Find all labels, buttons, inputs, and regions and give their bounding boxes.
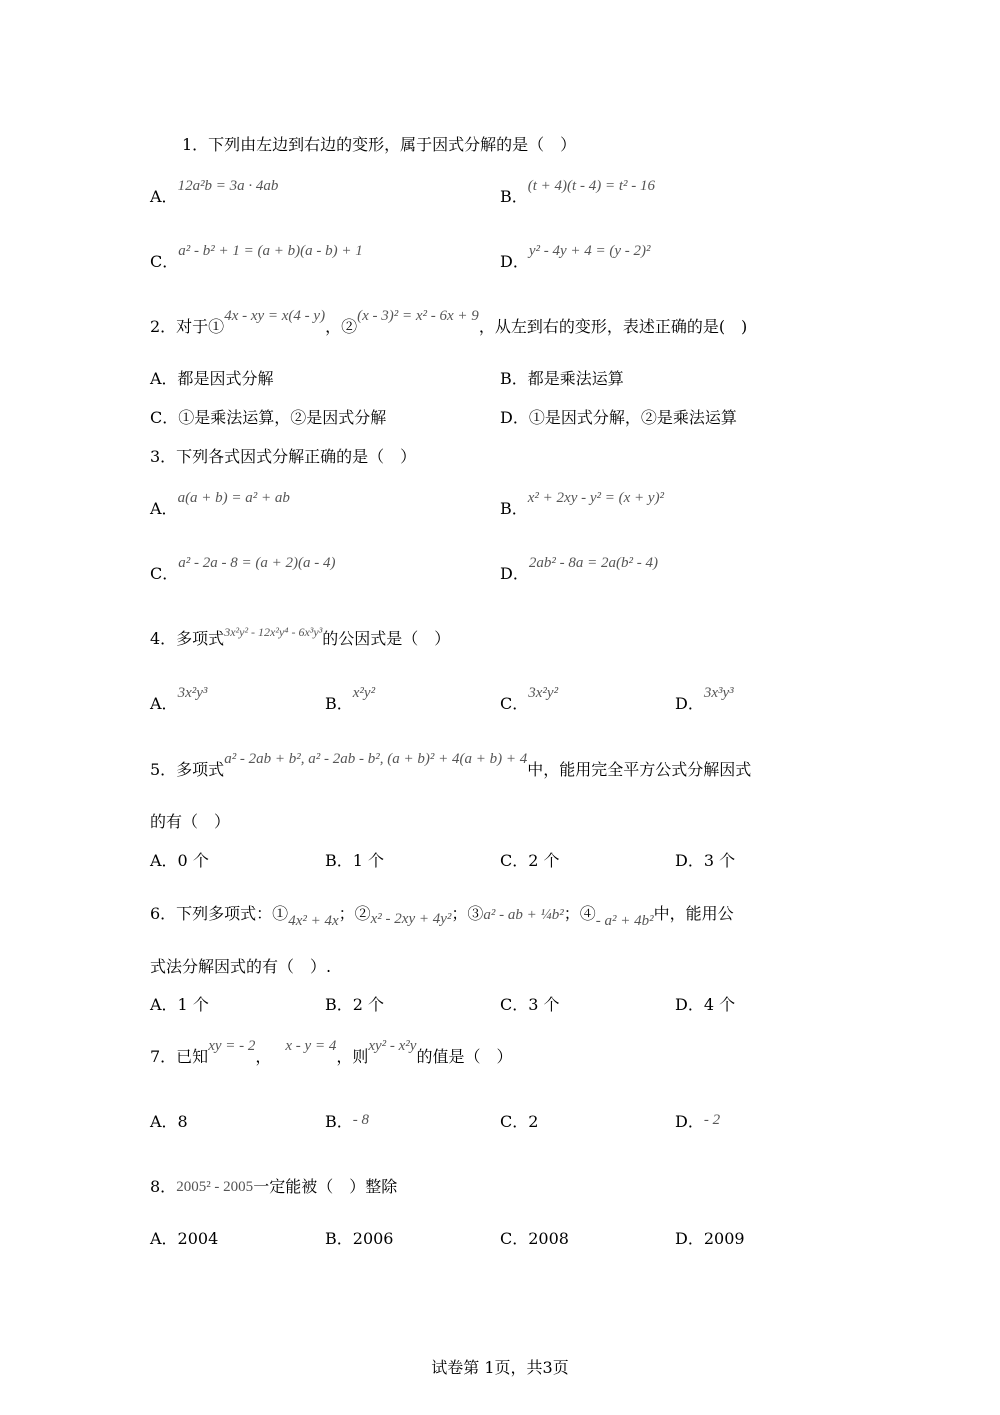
q4-math: 3x²y² - 12x²y⁴ - 6x³y³ — [224, 625, 323, 639]
q7-sep-2: ，则 — [336, 1047, 369, 1066]
q2-option-a: A．都是因式分解 — [150, 369, 274, 388]
q6-stem-pre: 6．下列多项式：① — [150, 904, 289, 923]
q1-option-b-math: (t + 4)(t - 4) = t² - 16 — [527, 178, 655, 194]
q7-option-b — [325, 1111, 369, 1134]
q4-option-b — [325, 685, 376, 716]
q5-option-d: D．3 个 — [675, 851, 736, 870]
q4-option-a-label: A． — [150, 694, 178, 713]
q5-stem-pre: 5．多项式 — [150, 760, 225, 779]
q7-option-b-math: - 8 — [352, 1112, 370, 1128]
q2-stem-pre: 2．对于① — [150, 317, 225, 336]
q7-math-3: xy² - x²y — [368, 1038, 417, 1054]
q7-option-d-label: D． — [675, 1112, 704, 1131]
q4-option-d-math: 3x³y³ — [703, 685, 734, 701]
q6-option-c: C．3 个 — [500, 995, 560, 1014]
q5-stem-line2: 的有（ ） — [150, 812, 231, 831]
q6-stem-post: 中，能用公 — [653, 904, 734, 923]
q6-option-d: D．4 个 — [675, 995, 736, 1014]
q1-option-c-math: a² - b² + 1 = (a + b)(a - b) + 1 — [178, 243, 363, 259]
q4-option-d — [675, 685, 734, 716]
q3-option-a-math: a(a + b) = a² + ab — [177, 490, 290, 506]
q7-math-2: x - y = 4 — [285, 1038, 337, 1054]
q4-option-c — [500, 685, 559, 716]
q1-option-b-label: B． — [500, 187, 528, 206]
q3-option-c-label: C． — [150, 564, 179, 583]
q4-option-a — [150, 685, 208, 716]
q8-option-a: A．2004 — [150, 1229, 219, 1248]
q2-stem — [150, 308, 748, 339]
q3-option-a — [150, 490, 290, 521]
q7-option-d-math: - 2 — [703, 1112, 721, 1128]
q4-stem-pre: 4．多项式 — [150, 629, 225, 648]
q1-option-a-math: 12a²b = 3a · 4ab — [177, 178, 279, 194]
q8-option-c: C．2008 — [500, 1229, 569, 1248]
q3-option-d-label: D． — [500, 564, 529, 583]
q8-stem-pre: 8． — [150, 1177, 177, 1196]
q7-math-1: xy = - 2 — [208, 1038, 256, 1054]
q6-stem — [150, 903, 734, 929]
page-footer: 试卷第 1页，共3页 — [431, 1358, 569, 1377]
q7-option-c: C．2 — [500, 1112, 539, 1131]
q4-option-b-math: x²y² — [352, 685, 376, 701]
q3-option-d-math: 2ab² - 8a = 2a(b² - 4) — [528, 555, 658, 571]
q2-option-b: B．都是乘法运算 — [500, 369, 624, 388]
q3-stem: 3．下列各式因式分解正确的是（ ） — [150, 447, 417, 466]
q7-stem-post: 的值是（ ） — [416, 1047, 513, 1066]
q1-option-c — [150, 243, 363, 274]
q6-stem-line2: 式法分解因式的有（ ）. — [150, 957, 332, 976]
q1-option-b — [500, 178, 655, 209]
q1-option-d — [500, 243, 651, 274]
q4-stem — [150, 625, 451, 651]
q2-math-2: (x - 3)² = x² - 6x + 9 — [357, 308, 479, 324]
q3-option-c — [150, 555, 336, 586]
q8-math: 2005² - 2005 — [176, 1179, 254, 1195]
q2-option-c: C．①是乘法运算，②是因式分解 — [150, 408, 387, 427]
q7-option-a: A．8 — [150, 1112, 188, 1131]
q1-option-c-label: C． — [150, 252, 179, 271]
q4-stem-post: 的公因式是（ ） — [322, 629, 451, 648]
q6-math-1: 4x² + 4x — [288, 913, 339, 929]
q5-option-a: A．0 个 — [150, 851, 209, 870]
q6-math-3: a² - ab + ¼b² — [483, 907, 564, 923]
q7-option-d — [675, 1111, 720, 1134]
q8-stem-post: 一定能被（ ）整除 — [253, 1177, 398, 1196]
q3-option-a-label: A． — [150, 499, 178, 518]
q6-math-2: x² - 2xy + 4y² — [370, 911, 452, 927]
q5-option-b: B．1 个 — [325, 851, 385, 870]
q3-option-b — [500, 490, 665, 521]
q2-stem-mid: ，② — [325, 317, 358, 336]
q2-math-1: 4x - xy = x(4 - y) — [224, 308, 326, 324]
q4-option-c-math: 3x²y² — [528, 685, 559, 701]
q4-option-b-label: B． — [325, 694, 353, 713]
q8-option-d: D．2009 — [675, 1229, 745, 1248]
q2-option-d: D．①是因式分解，②是乘法运算 — [500, 408, 737, 427]
q7-sep-1: ， — [255, 1047, 272, 1066]
q3-option-c-math: a² - 2a - 8 = (a + 2)(a - 4) — [178, 555, 336, 571]
q5-stem — [150, 751, 752, 782]
q1-option-d-label: D． — [500, 252, 529, 271]
q2-stem-post: ，从左到右的变形，表述正确的是( ) — [478, 317, 748, 336]
q4-option-d-label: D． — [675, 694, 704, 713]
q1-stem: 1．下列由左边到右边的变形，属于因式分解的是（ ） — [182, 135, 577, 154]
q6-option-b: B．2 个 — [325, 995, 385, 1014]
q6-math-4: - a² + 4b² — [595, 913, 654, 929]
q7-option-b-label: B． — [325, 1112, 353, 1131]
q4-option-c-label: C． — [500, 694, 529, 713]
q1-option-d-math: y² - 4y + 4 = (y - 2)² — [528, 243, 651, 259]
q3-option-d — [500, 555, 658, 586]
q8-stem — [150, 1176, 397, 1199]
q6-sep-3: ；④ — [563, 904, 596, 923]
q4-option-a-math: 3x²y³ — [177, 685, 208, 701]
q3-option-b-label: B． — [500, 499, 528, 518]
q7-stem — [150, 1038, 513, 1069]
q3-option-b-math: x² + 2xy - y² = (x + y)² — [527, 490, 665, 506]
q5-math: a² - 2ab + b², a² - 2ab - b², (a + b)² + 4(a + b) + 4 — [224, 751, 528, 767]
q6-sep-1: ；② — [338, 904, 371, 923]
q6-option-a: A．1 个 — [150, 995, 209, 1014]
q6-sep-2: ；③ — [451, 904, 484, 923]
q1-option-a-label: A． — [150, 187, 178, 206]
q7-stem-pre: 7．已知 — [150, 1047, 209, 1066]
q5-stem-post: 中，能用完全平方公式分解因式 — [527, 760, 752, 779]
q1-option-a — [150, 178, 279, 209]
q8-option-b: B．2006 — [325, 1229, 394, 1248]
q5-option-c: C．2 个 — [500, 851, 560, 870]
